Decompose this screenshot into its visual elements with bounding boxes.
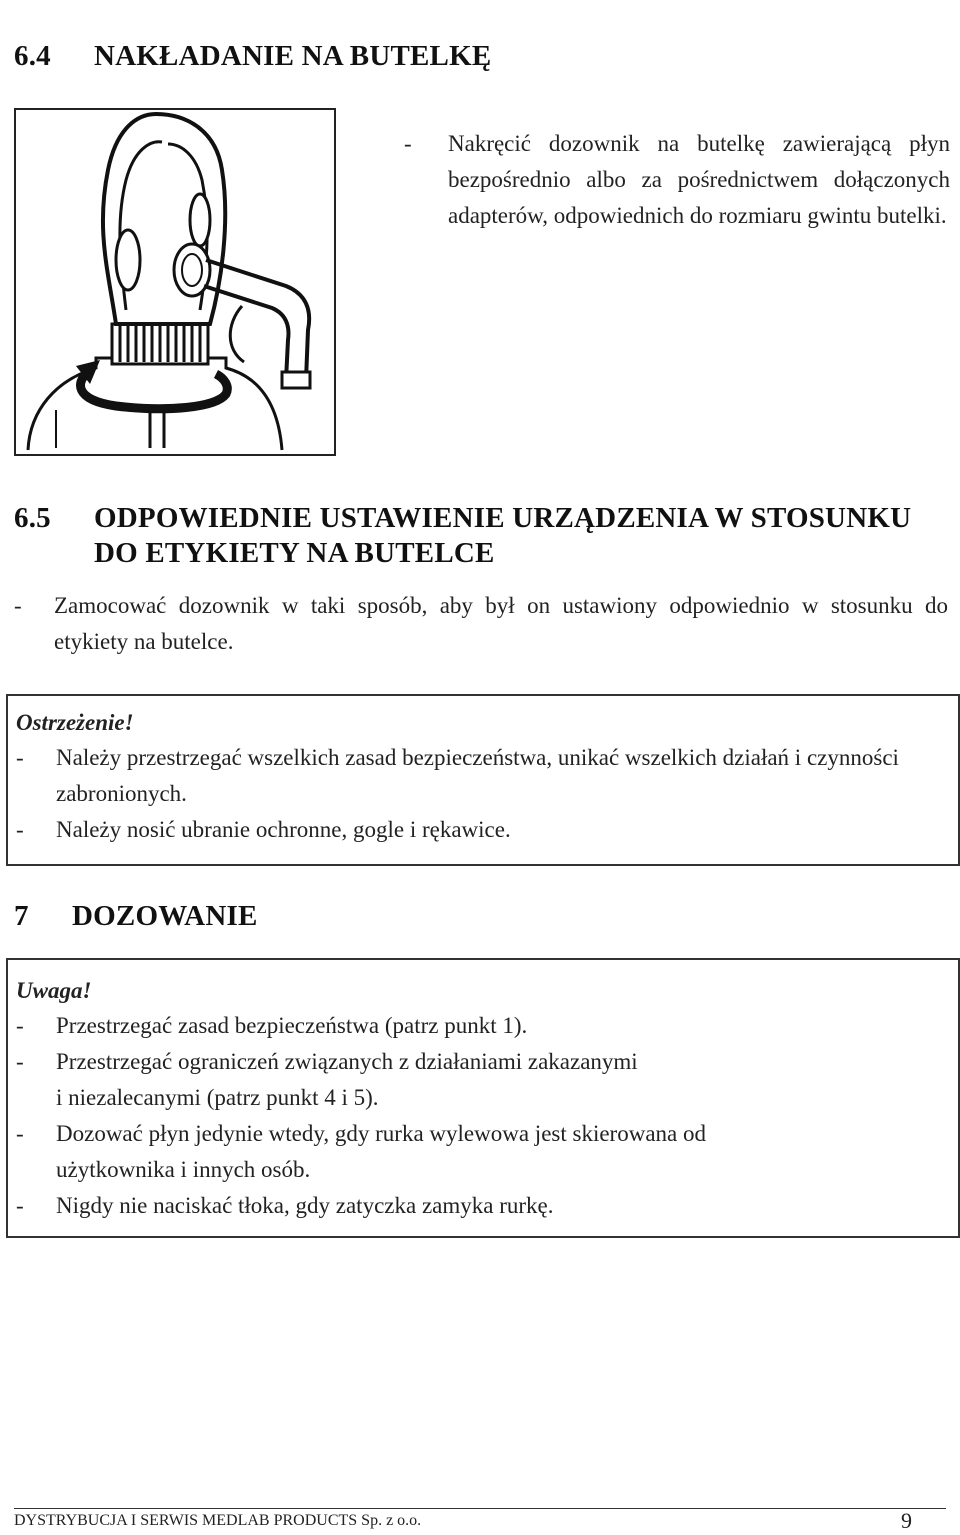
bullet-dash: - (16, 1193, 24, 1218)
caution-item (16, 1044, 950, 1080)
bullet-dash: - (16, 1013, 24, 1038)
warning-item (16, 740, 950, 812)
bullet-dash: - (16, 745, 24, 770)
caution-box (6, 958, 960, 1238)
caution-item-text: Dozować płyn jedynie wtedy, gdy rurka wylewowa jest skierowana od (56, 1121, 706, 1146)
warning-item-text: Należy nosić ubranie ochronne, gogle i rękawice. (56, 817, 511, 842)
caution-item (16, 1188, 950, 1224)
bullet-dash: - (16, 1121, 24, 1146)
bullet-text: Zamocować dozownik w taki sposób, aby był on ustawiony odpowiednio w stosunku do etykiety na butelce. (54, 593, 948, 654)
bottle-dispenser-icon (16, 110, 334, 454)
section-title: NAKŁADANIE NA BUTELKĘ (94, 40, 492, 72)
bullet-dash: - (16, 817, 24, 842)
section-6-4-heading (14, 40, 491, 73)
bullet-text: Nakręcić dozownik na butelkę zawierającą płyn bezpośrednio albo za pośrednictwem dołączonych adapterów, odpowiednich do rozmiaru gwintu butelki. (448, 131, 950, 228)
caution-item-text: Przestrzegać zasad bezpieczeństwa (patrz punkt 1). (56, 1013, 528, 1038)
section-title-line2: DO ETYKIETY NA BUTELCE (94, 537, 495, 569)
caution-item-text: i niezalecanymi (patrz punkt 4 i 5). (56, 1085, 379, 1110)
caution-item-continuation (16, 1152, 950, 1188)
bottle-dispenser-figure (14, 108, 336, 456)
section-title: DOZOWANIE (72, 900, 258, 932)
footer-page-number: 9 (901, 1508, 912, 1533)
caution-item-text: użytkownika i innych osób. (56, 1157, 311, 1182)
footer-company: DYSTRYBUCJA I SERWIS MEDLAB PRODUCTS Sp. z o.o. (14, 1512, 422, 1529)
caution-label: Uwaga! (16, 978, 92, 1003)
footer-divider (14, 1508, 946, 1509)
section-7-heading (14, 900, 258, 933)
caution-item-text: Przestrzegać ograniczeń związanych z działaniami zakazanymi (56, 1049, 638, 1074)
section-6-5-bullet (14, 588, 948, 660)
warning-box (6, 694, 960, 866)
section-number: 6.5 (14, 502, 51, 534)
warning-item (16, 812, 950, 848)
caution-item-text: Nigdy nie naciskać tłoka, gdy zatyczka zamyka rurkę. (56, 1193, 554, 1218)
section-6-5-heading (14, 502, 954, 570)
bullet-dash: - (404, 131, 412, 156)
caution-item-continuation (16, 1080, 950, 1116)
warning-label: Ostrzeżenie! (16, 710, 134, 735)
bullet-dash: - (16, 1049, 24, 1074)
bullet-dash: - (14, 593, 22, 618)
section-6-4-bullet (404, 126, 950, 234)
section-number: 6.4 (14, 40, 51, 72)
section-title-line1: ODPOWIEDNIE USTAWIENIE URZĄDZENIA W STOSUNKU (94, 502, 912, 534)
section-number: 7 (14, 900, 29, 932)
caution-item (16, 1116, 950, 1152)
caution-item (16, 1008, 950, 1044)
warning-item-text: Należy przestrzegać wszelkich zasad bezpieczeństwa, unikać wszelkich działań i czynności zabronionych. (56, 745, 899, 806)
